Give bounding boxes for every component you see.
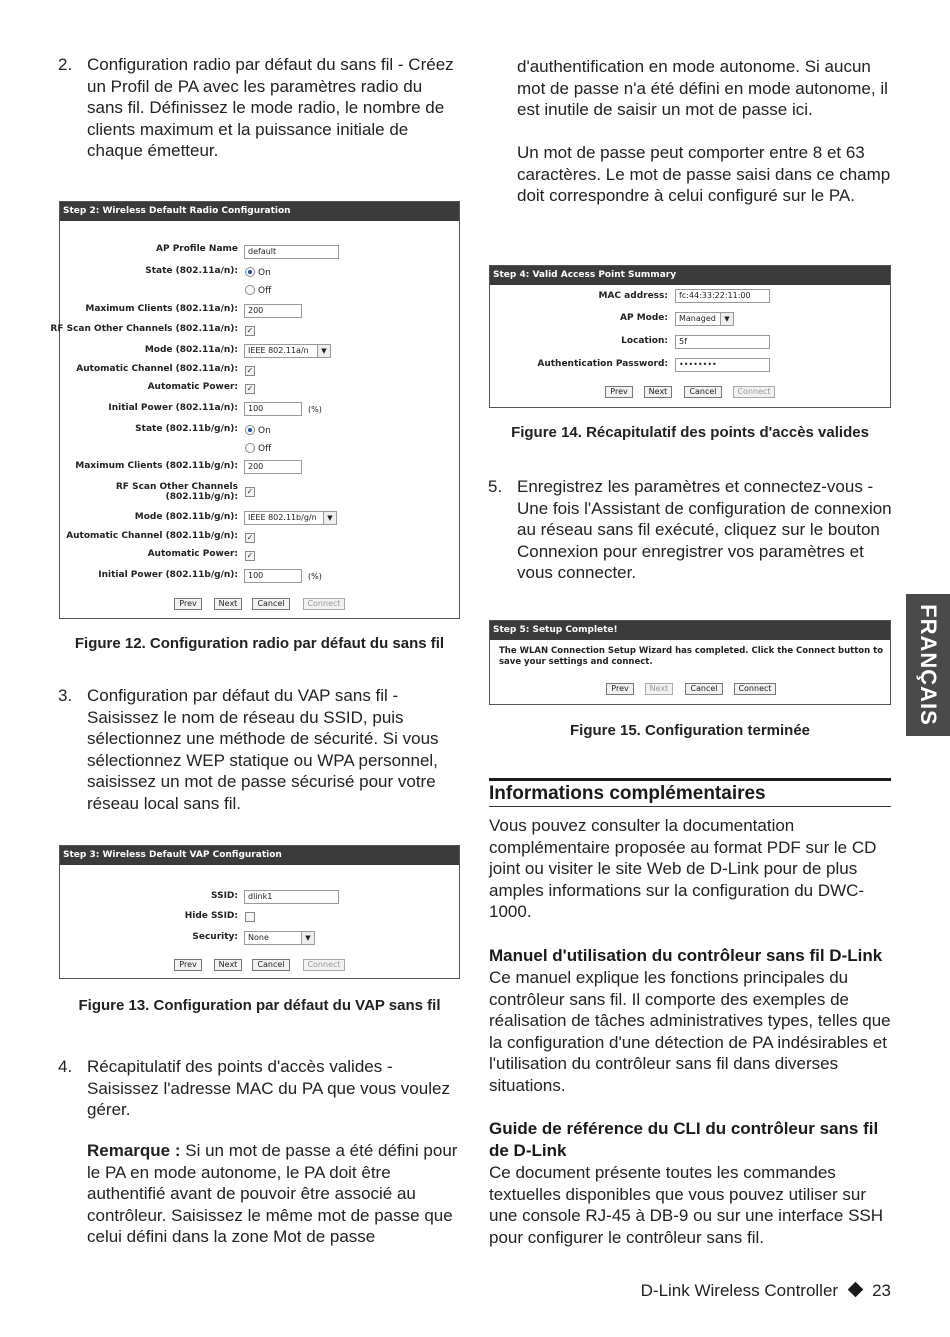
next-button[interactable]: Next xyxy=(214,959,242,971)
cli-text: Ce document présente toutes les commandes textuelles disponibles que vous pouvez utiliser sur une console RJ-45 à DB-9 ou sur une interface SSH pour configurer le contrôleur sans fil. xyxy=(489,1163,884,1247)
max-clients-b-input[interactable]: 200 xyxy=(244,460,302,474)
label-max-clients-a: Maximum Clients (802.11a/n): xyxy=(85,304,238,314)
label-rf-scan-b-1: RF Scan Other Channels xyxy=(115,482,238,492)
connect-button[interactable]: Connect xyxy=(303,959,345,971)
label-auto-channel-b: Automatic Channel (802.11b/g/n): xyxy=(66,531,238,541)
remark-continuation-2: Un mot de passe peut comporter entre 8 et 63 caractères. Le mot de passe saisi dans ce champ doit correspondre à celui configuré sur le PA. xyxy=(517,143,891,206)
figure-15-caption: Figure 15. Configuration terminée xyxy=(569,722,811,739)
max-clients-a-input[interactable]: 200 xyxy=(244,304,302,318)
diamond-icon xyxy=(848,1282,864,1298)
label-auto-power-a: Automatic Power: xyxy=(147,382,238,392)
mac-address-input[interactable]: fc:44:33:22:11:00 xyxy=(675,289,770,303)
label-rf-scan-a: RF Scan Other Channels (802.11a/n): xyxy=(50,324,238,334)
step-4-paragraph xyxy=(58,1056,462,1121)
page-footer xyxy=(641,1281,891,1301)
remark-text: Si un mot de passe a été défini pour le PA en mode autonome, le PA doit être authentifié avant de pouvoir être associé au contrôleur. Saisissez le même mot de passe que celui défini dans la zone Mot de passe xyxy=(87,1141,458,1247)
figure-12-radio-config xyxy=(50,201,460,619)
info-intro: Vous pouvez consulter la documentation complémentaire proposée au format PDF sur le CD joint ou visiter le site Web de D-Link pour de plus amples informations sur la configuration du DWC-1000. xyxy=(489,816,877,922)
connect-button[interactable]: Connect xyxy=(733,386,775,398)
location-input[interactable]: 5f xyxy=(675,335,770,349)
cancel-button[interactable]: Cancel xyxy=(685,683,723,695)
auto-power-b-checkbox[interactable]: ✓ xyxy=(246,551,254,560)
label-security: Security: xyxy=(192,932,238,942)
figure-header: Step 3: Wireless Default VAP Configuration xyxy=(60,846,459,865)
step-3-paragraph xyxy=(58,685,462,815)
label-max-clients-b: Maximum Clients (802.11b/g/n): xyxy=(75,461,238,471)
mode-a-select[interactable]: IEEE 802.11a/n ▼ xyxy=(244,344,331,358)
step-number: 2. xyxy=(58,55,73,74)
rf-scan-a-checkbox[interactable]: ✓ xyxy=(246,326,254,335)
init-power-a-input[interactable]: 100 xyxy=(244,402,302,416)
chevron-down-icon: ▼ xyxy=(317,345,330,357)
chevron-down-icon: ▼ xyxy=(323,512,336,524)
prev-button[interactable]: Prev xyxy=(605,386,633,398)
remark-continuation-1: d'authentification en mode autonome. Si aucun mot de passe n'a été défini en mode autonome, il est inutile de saisir un mot de passe ici. xyxy=(517,57,888,120)
label-state-a: State (802.11a/n): xyxy=(145,266,238,276)
remark-label: Remarque : xyxy=(87,1141,181,1160)
label-init-power-b: Initial Power (802.11b/g/n): xyxy=(98,570,238,580)
setup-complete-message: The WLAN Connection Setup Wizard has completed. Click the Connect button to save your settings and connect. xyxy=(499,646,884,667)
state-b-on-radio[interactable]: On xyxy=(245,425,271,436)
auto-channel-b-checkbox[interactable]: ✓ xyxy=(246,533,254,542)
figure-12-caption: Figure 12. Configuration radio par défaut du sans fil xyxy=(74,635,445,652)
prev-button[interactable]: Prev xyxy=(174,959,202,971)
ap-profile-input[interactable]: default xyxy=(244,245,339,259)
unit-percent: (%) xyxy=(308,405,322,414)
mode-b-select[interactable]: IEEE 802.11b/g/n ▼ xyxy=(244,511,337,525)
next-button[interactable]: Next xyxy=(645,683,673,695)
label-init-power-a: Initial Power (802.11a/n): xyxy=(108,403,238,413)
auth-password-input[interactable]: •••••••• xyxy=(675,358,770,372)
step-text: Configuration radio par défaut du sans fil - Créez un Profil de PA avec les paramètres radio du sans fil. Définissez le mode radio, le nombre de clients maximum et la puissance initiale de chaque émetteur. xyxy=(87,55,454,161)
step-text: Configuration par défaut du VAP sans fil - Saisissez le nom de réseau du SSID, puis sélectionnez une méthode de sécurité. Si vous sélectionnez WEP statique ou WPA personnel, saisissez un mot de passe sécurisé pour votre réseau local sans fil. xyxy=(87,686,439,813)
step-number: 4. xyxy=(58,1057,73,1076)
step-text: Récapitulatif des points d'accès valides - Saisissez l'adresse MAC du PA que vous voulez gérer. xyxy=(87,1057,450,1120)
connect-button[interactable]: Connect xyxy=(734,683,776,695)
manual-title: Manuel d'utilisation du contrôleur sans fil D-Link xyxy=(489,946,883,965)
state-a-on-radio[interactable]: On xyxy=(245,267,271,278)
next-button[interactable]: Next xyxy=(214,598,242,610)
prev-button[interactable]: Prev xyxy=(174,598,202,610)
security-select[interactable]: None ▼ xyxy=(244,931,315,945)
step-5-paragraph xyxy=(488,476,892,584)
figure-header: Step 2: Wireless Default Radio Configuration xyxy=(60,202,459,221)
connect-button[interactable]: Connect xyxy=(303,598,345,610)
label-mac: MAC address: xyxy=(598,291,668,301)
auto-channel-a-checkbox[interactable]: ✓ xyxy=(246,366,254,375)
figure-13-caption: Figure 13. Configuration par défaut du VAP sans fil xyxy=(78,997,441,1014)
language-tab xyxy=(906,594,950,736)
cli-title: Guide de référence du CLI du contrôleur sans fil de D-Link xyxy=(489,1119,879,1160)
init-power-b-input[interactable]: 100 xyxy=(244,569,302,583)
label-state-b: State (802.11b/g/n): xyxy=(135,424,238,434)
figure-header: Step 4: Valid Access Point Summary xyxy=(490,266,890,285)
chevron-down-icon: ▼ xyxy=(301,932,314,944)
section-title: Informations complémentaires xyxy=(489,778,891,807)
state-b-off-radio[interactable]: Off xyxy=(245,443,271,454)
figure-13-vap-config xyxy=(59,845,460,979)
hide-ssid-checkbox[interactable] xyxy=(245,912,255,922)
ssid-input[interactable]: dlink1 xyxy=(244,890,339,904)
language-tab-label: FRANÇAIS xyxy=(916,604,941,726)
ap-mode-select[interactable]: Managed ▼ xyxy=(675,312,734,326)
cancel-button[interactable]: Cancel xyxy=(252,598,290,610)
label-ap-profile: AP Profile Name xyxy=(156,244,238,254)
label-mode-a: Mode (802.11a/n): xyxy=(144,345,238,355)
page-number: 23 xyxy=(872,1281,891,1300)
auto-power-a-checkbox[interactable]: ✓ xyxy=(246,384,254,393)
step-number: 5. xyxy=(488,477,503,496)
next-button[interactable]: Next xyxy=(644,386,672,398)
label-auto-power-b: Automatic Power: xyxy=(147,549,238,559)
manual-text: Ce manuel explique les fonctions principales du contrôleur sans fil. Il comporte des exemples de réalisation de tâches administratives types, telles que la configuration d'une détection de PA indésirables et l'utilisation du contrôleur sans fil dans diverses situations. xyxy=(489,968,891,1095)
step-2-paragraph xyxy=(58,54,462,162)
cancel-button[interactable]: Cancel xyxy=(252,959,290,971)
unit-percent: (%) xyxy=(308,572,322,581)
label-auth-password: Authentication Password: xyxy=(537,359,668,369)
label-hide-ssid: Hide SSID: xyxy=(184,911,238,921)
step-number: 3. xyxy=(58,686,73,705)
label-rf-scan-b-2: (802.11b/g/n): xyxy=(165,492,238,502)
cancel-button[interactable]: Cancel xyxy=(684,386,722,398)
label-ssid: SSID: xyxy=(211,891,238,901)
prev-button[interactable]: Prev xyxy=(606,683,634,695)
step-text: Enregistrez les paramètres et connectez-vous - Une fois l'Assistant de configuration de connexion au réseau sans fil exécuté, cliquez sur le bouton Connexion pour enregistrer vos paramètres et vous connecter. xyxy=(517,477,892,583)
label-auto-channel-a: Automatic Channel (802.11a/n): xyxy=(76,364,238,374)
label-ap-mode: AP Mode: xyxy=(620,313,668,323)
figure-14-caption: Figure 14. Récapitulatif des points d'accès valides xyxy=(511,424,869,441)
figure-15-setup-complete xyxy=(489,620,891,705)
label-mode-b: Mode (802.11b/g/n): xyxy=(134,512,238,522)
rf-scan-b-checkbox[interactable]: ✓ xyxy=(246,487,254,496)
remark-paragraph xyxy=(87,1140,462,1248)
figure-14-ap-summary xyxy=(489,265,891,408)
state-a-off-radio[interactable]: Off xyxy=(245,285,271,296)
chevron-down-icon: ▼ xyxy=(720,313,733,325)
footer-product: D-Link Wireless Controller xyxy=(640,1281,839,1300)
figure-header: Step 5: Setup Complete! xyxy=(490,621,890,640)
label-location: Location: xyxy=(621,336,668,346)
